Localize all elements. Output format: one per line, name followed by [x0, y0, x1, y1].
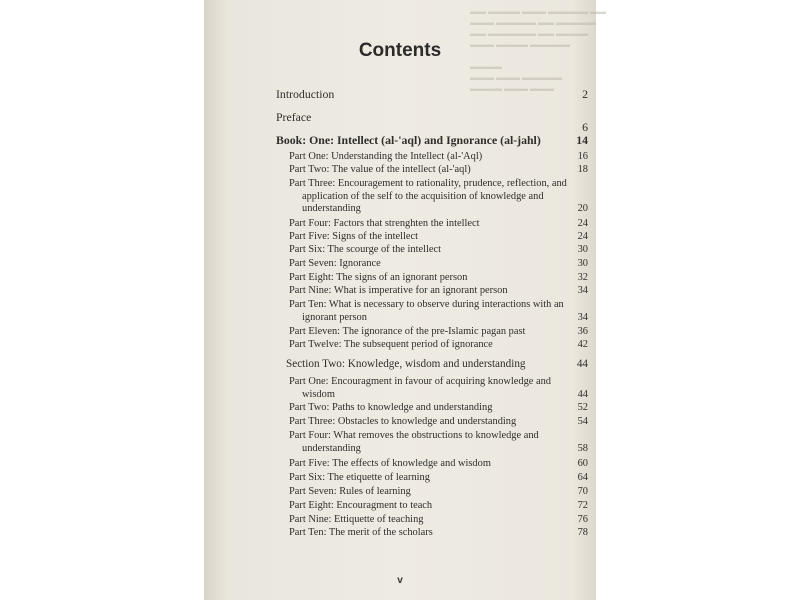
toc-entry-part[interactable]	[276, 500, 588, 513]
toc-entry-part[interactable]	[276, 258, 588, 271]
toc-entry-label: Part Twelve: The subsequent period of ignorance	[289, 339, 493, 350]
toc-page-number: 78	[577, 527, 588, 538]
toc-entry-part[interactable]	[276, 326, 588, 339]
toc-entry-label: Part Four: What removes the obstructions to knowledge and understanding	[289, 430, 539, 454]
toc-entry-label: Part Three: Obstacles to knowledge and understanding	[289, 416, 517, 427]
toc-entry-part[interactable]	[276, 285, 588, 298]
toc-page-number: 72	[577, 500, 588, 511]
toc-entry-part[interactable]	[276, 244, 588, 257]
toc-entry-label: Part Four: Factors that strenghten the intellect	[289, 218, 480, 229]
toc-page-number: 60	[577, 458, 588, 469]
show-through-text: ▬▬ ▬▬▬▬ ▬▬▬ ▬▬▬▬▬ ▬▬ ▬▬▬ ▬▬▬▬▬ ▬▬ ▬▬▬▬▬ ▬▬ ▬▬▬▬▬▬ ▬▬ ▬▬▬▬ ▬▬▬ ▬▬▬▬ ▬▬▬▬▬ ▬▬▬▬ ▬▬▬ ▬▬▬ ▬▬▬▬▬ ▬▬▬▬ ▬▬▬ ▬▬▬	[470, 7, 606, 93]
toc-entry-part[interactable]	[276, 458, 588, 471]
toc-entry-label: Part Ten: The merit of the scholars	[289, 527, 433, 538]
toc-page-number: 64	[577, 472, 588, 483]
toc-entry-part[interactable]	[276, 486, 588, 499]
toc-page-number: 44	[577, 388, 588, 400]
toc-page-number: 30	[577, 258, 588, 269]
toc-page-number: 30	[577, 244, 588, 255]
toc-entry-book-one[interactable]	[276, 134, 588, 147]
toc-page-number: 36	[577, 326, 588, 337]
toc-page-number: 24	[577, 231, 588, 242]
toc-entry-label: Part Eight: Encouragment to teach	[289, 500, 433, 511]
toc-page-number: 58	[577, 442, 588, 454]
toc-entry-part[interactable]	[276, 430, 588, 455]
toc-entry-part[interactable]	[276, 472, 588, 485]
toc-entry-label: Part Seven: Ignorance	[289, 258, 381, 269]
toc-entry-label: Part Three: Encouragement to rationality, prudence, reflection, and application of the self to the acquisition of knowledge and understanding	[289, 178, 567, 214]
toc-page-number: 16	[577, 151, 588, 162]
toc-page-number: 2	[582, 87, 588, 101]
toc-page-number: 70	[577, 486, 588, 497]
toc-entry-label: Part Six: The scourge of the intellect	[289, 244, 441, 255]
toc-page-number: 24	[577, 218, 588, 229]
toc-entry-label: Part Eleven: The ignorance of the pre-Islamic pagan past	[289, 326, 526, 337]
page-title: Contents	[358, 40, 442, 61]
toc-entry-label: Part Two: The value of the intellect (al-'aql)	[289, 164, 471, 175]
toc-entry-part[interactable]	[276, 527, 588, 540]
toc-entry-label: Part Two: Paths to knowledge and understanding	[289, 402, 493, 413]
toc-page-number: 6	[582, 120, 588, 134]
toc-page-number: 14	[576, 133, 588, 147]
toc-entry-part[interactable]	[276, 151, 588, 164]
toc-page-number: 34	[577, 311, 588, 323]
toc-entry-label: Part One: Understanding the Intellect (al-'Aql)	[289, 151, 483, 162]
toc-entry-part[interactable]	[276, 164, 588, 177]
toc-entry-label: Part Nine: What is imperative for an ignorant person	[289, 285, 508, 296]
toc-page-number: 54	[577, 416, 588, 427]
toc-entry-label: Part One: Encouragment in favour of acquiring knowledge and wisdom	[289, 376, 551, 400]
toc-page-number: 32	[577, 272, 588, 283]
toc-entry-part[interactable]	[276, 376, 588, 401]
toc-page-number: 20	[577, 203, 588, 214]
toc-entry-part[interactable]	[276, 218, 588, 231]
toc-page-number: 52	[577, 402, 588, 413]
toc-entry-label: Introduction	[276, 87, 335, 101]
toc-page-number: 42	[577, 339, 588, 350]
toc-entry-part[interactable]	[276, 416, 588, 429]
toc-entry-label: Part Six: The etiquette of learning	[289, 472, 430, 483]
toc-entry-label: Preface	[276, 110, 312, 124]
toc-entry-label: Part Ten: What is necessary to observe during interactions with an ignorant person	[289, 299, 564, 323]
toc-entry-part[interactable]	[276, 299, 588, 324]
toc-entry-section-two[interactable]	[276, 358, 588, 371]
toc-entry-part[interactable]	[276, 339, 588, 352]
toc-entry-part[interactable]	[276, 272, 588, 285]
toc-page-number: 18	[577, 164, 588, 175]
toc-entry-part[interactable]	[276, 178, 588, 216]
toc-page-number: 44	[576, 358, 588, 370]
toc-entry-part[interactable]	[276, 402, 588, 415]
toc-entry-label: Part Nine: Ettiquette of teaching	[289, 514, 424, 525]
toc-entry-label: Section Two: Knowledge, wisdom and understanding	[286, 358, 526, 370]
toc-entry-label: Part Five: Signs of the intellect	[289, 231, 419, 242]
toc-page-number: 34	[577, 285, 588, 296]
book-page	[204, 0, 606, 600]
toc-page-number: 76	[577, 514, 588, 525]
toc-entry-label: Part Five: The effects of knowledge and wisdom	[289, 458, 491, 469]
page-folio: v	[397, 575, 403, 586]
toc-entry-preface[interactable]	[276, 110, 588, 134]
toc-entry-part[interactable]	[276, 231, 588, 244]
toc-entry-part[interactable]	[276, 514, 588, 527]
toc-entry-label: Book: One: Intellect (al-'aql) and Ignorance (al-jahl)	[276, 133, 541, 147]
toc-entry-label: Part Seven: Rules of learning	[289, 486, 411, 497]
toc-entry-label: Part Eight: The signs of an ignorant person	[289, 272, 468, 283]
toc-entry-introduction[interactable]	[276, 88, 588, 101]
